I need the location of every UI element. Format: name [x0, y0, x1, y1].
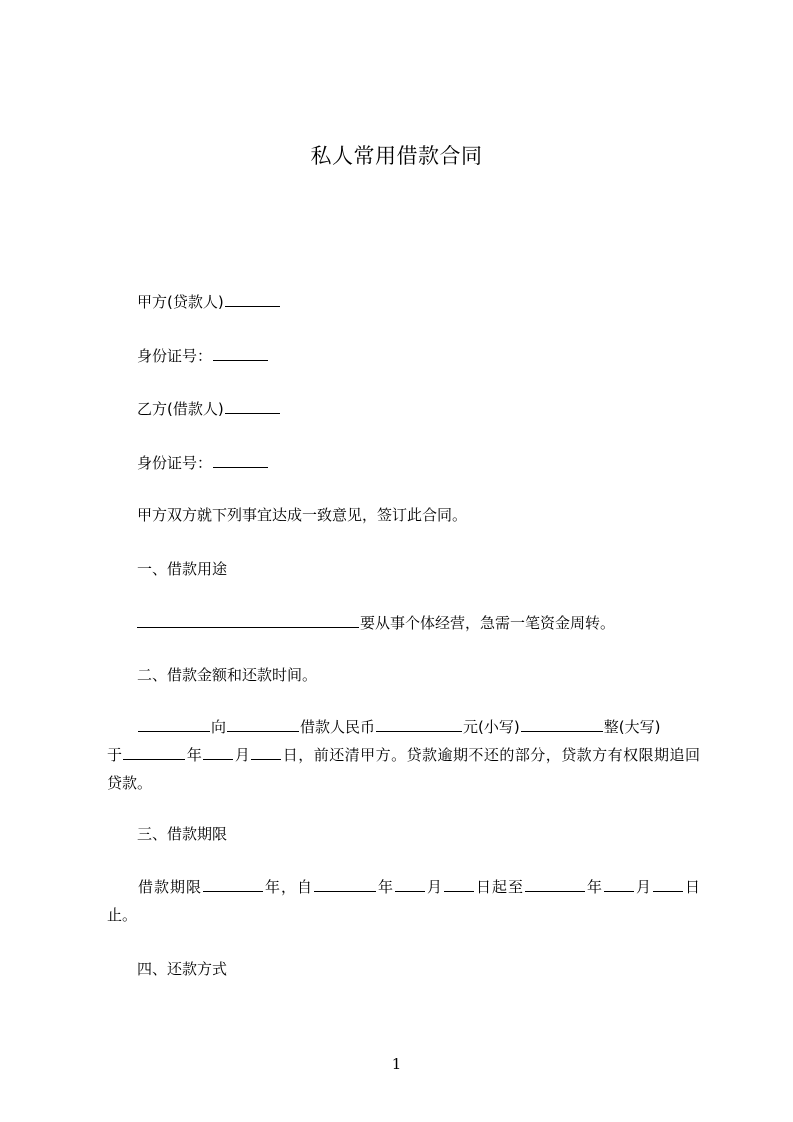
- agreement-intro: 甲方双方就下列事宜达成一致意见，签订此合同。: [137, 506, 468, 524]
- end-month-word: 月: [634, 878, 652, 896]
- party-b-id-line: [137, 452, 269, 473]
- repay-day-tail: 日，前还清甲方。贷款逾期不还的部分，贷款方有权限期追回贷款。: [107, 746, 700, 792]
- section-1-heading: 一、借款用途: [137, 560, 228, 578]
- repay-day-blank: [251, 744, 281, 760]
- start-month-word: 月: [425, 878, 443, 896]
- term-years-blank: [203, 876, 263, 892]
- section-3-paragraph: [107, 873, 700, 929]
- yuan-lower-text: 元(小写): [463, 718, 520, 736]
- party-a-id-blank: [213, 345, 268, 361]
- start-month-blank: [395, 876, 425, 892]
- day-end-text: 日止。: [107, 878, 700, 924]
- party-b-label: 乙方(借款人): [137, 400, 224, 418]
- before-word: 于: [107, 746, 123, 764]
- party-a-blank: [225, 291, 280, 307]
- party-b-blank: [225, 398, 280, 414]
- end-year-blank: [525, 876, 585, 892]
- repay-month-blank: [203, 744, 233, 760]
- start-year-word: 年: [376, 878, 394, 896]
- end-day-blank: [653, 876, 683, 892]
- party-a-id-line: [137, 345, 269, 366]
- party-b-line: [137, 398, 281, 419]
- purpose-blank: [137, 612, 359, 628]
- section-2-heading: 二、借款金额和还款时间。: [137, 666, 318, 684]
- party-a-label: 甲方(贷款人): [137, 293, 224, 311]
- end-month-blank: [604, 876, 634, 892]
- party-a-id-label: 身份证号：: [137, 347, 213, 365]
- year-from-text: 年，自: [263, 878, 313, 896]
- start-day-blank: [444, 876, 474, 892]
- page-number: 1: [391, 1055, 402, 1073]
- end-year-word: 年: [585, 878, 603, 896]
- amount-upper-blank: [521, 716, 603, 732]
- to-word: 向: [211, 718, 227, 736]
- section-1-text: 要从事个体经营，急需一笔资金周转。: [360, 614, 616, 632]
- month-word: 月: [234, 746, 251, 764]
- term-word: 借款期限: [137, 878, 202, 896]
- whole-upper-text: 整(大写): [603, 718, 661, 736]
- lender-blank: [138, 716, 210, 732]
- document-title: 私人常用借款合同: [310, 144, 483, 168]
- party-b-id-label: 身份证号：: [137, 454, 213, 472]
- section-1-text-line: [137, 612, 615, 633]
- party-a-line: [137, 291, 281, 312]
- section-4-heading: 四、还款方式: [137, 960, 228, 978]
- repay-year-blank: [123, 744, 185, 760]
- year-word: 年: [186, 746, 203, 764]
- borrower-blank: [227, 716, 299, 732]
- day-start-text: 日起至: [474, 878, 524, 896]
- section-3-heading: 三、借款期限: [137, 825, 228, 843]
- start-year-blank: [314, 876, 376, 892]
- section-2-paragraph: [107, 713, 700, 797]
- borrow-rmb-text: 借款人民币: [300, 718, 376, 736]
- party-b-id-blank: [213, 452, 268, 468]
- amount-lower-blank: [376, 716, 462, 732]
